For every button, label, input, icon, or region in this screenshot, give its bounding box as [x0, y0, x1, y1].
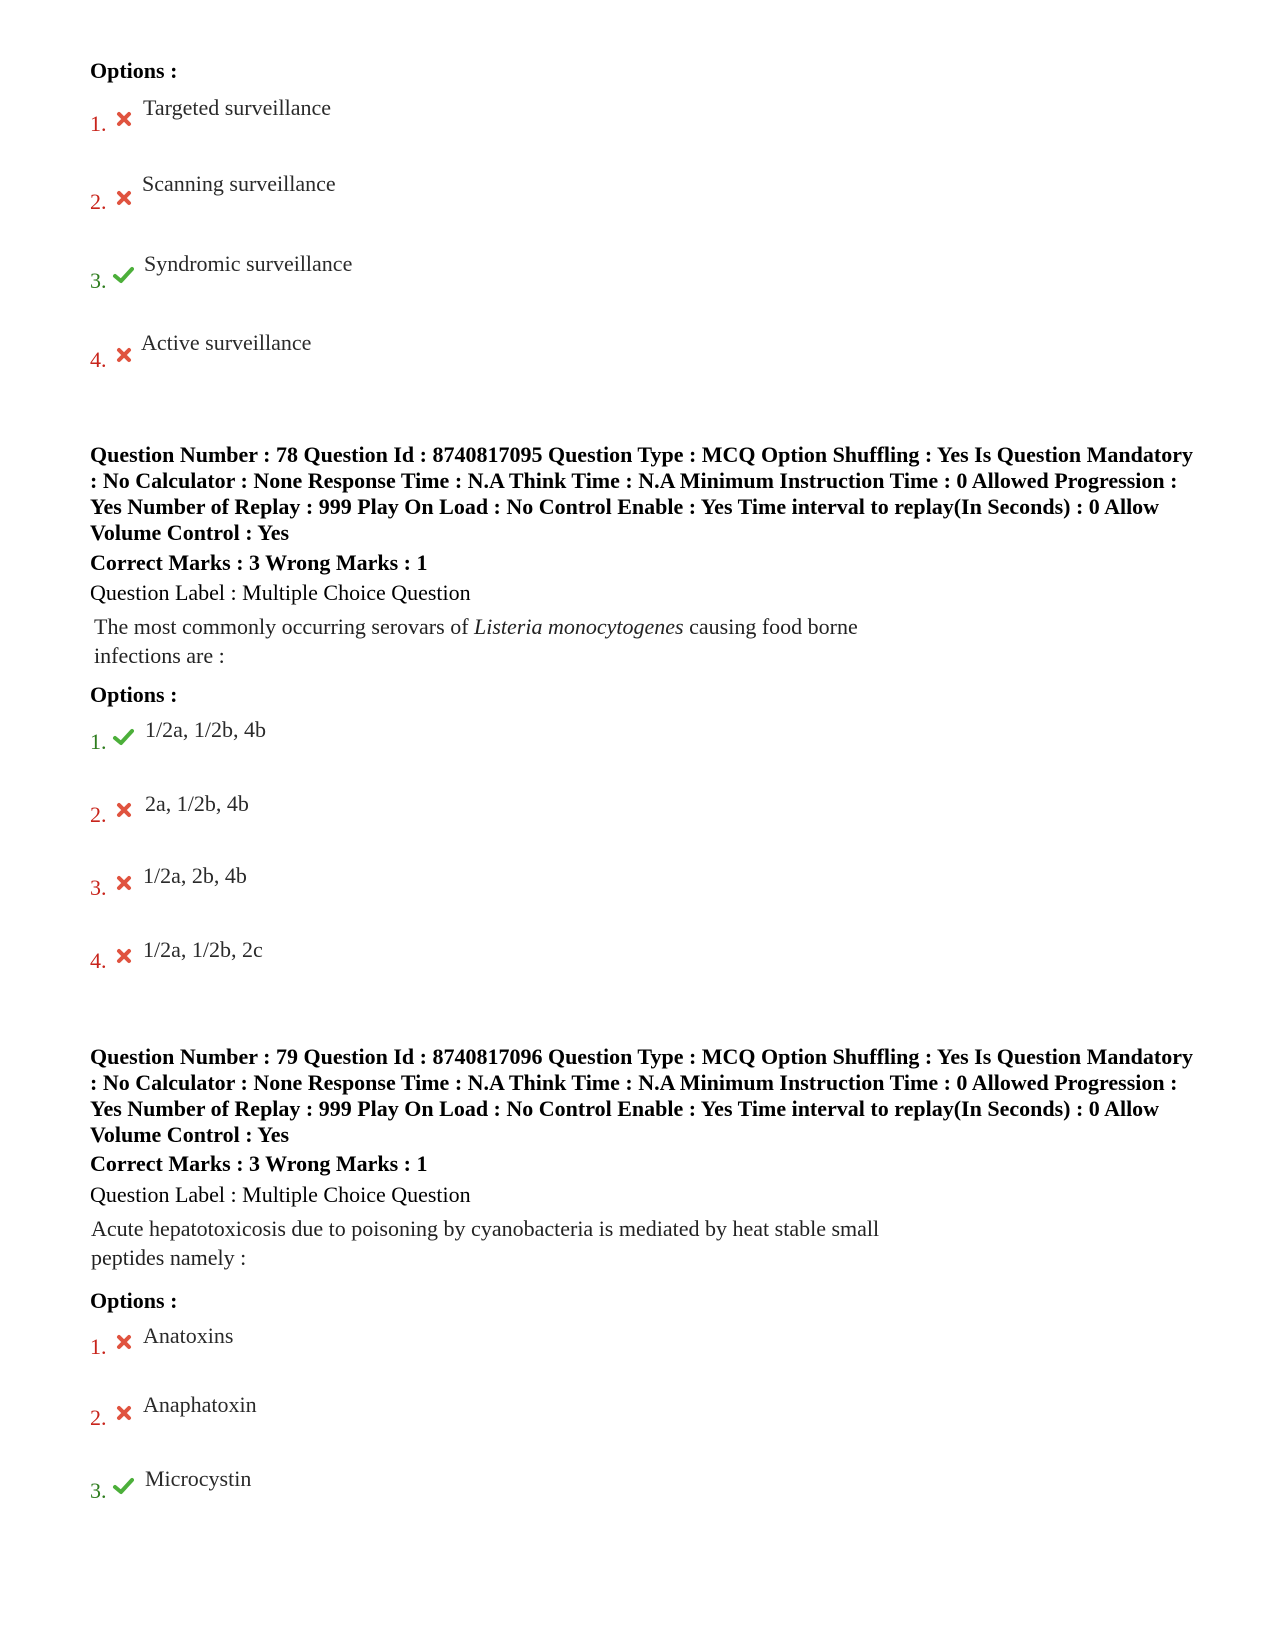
cross-icon: [115, 947, 133, 965]
option-number: 3.: [90, 875, 107, 900]
option-item: [90, 792, 690, 848]
question-meta: Question Number : 78 Question Id : 8740817095 Question Type : MCQ Option Shuffling : Yes Is Question Mandatory : No Calculator : None Response Time : N.A Think Time : N.A Minimum Instruction Time : 0 Allowed Progression : Yes Number of Replay : 999 Play On Load : No Control Enable : Yes Time interval to replay(In Seconds) : 0 Allow Volume Control : Yes: [90, 442, 1193, 545]
cross-icon: [115, 1404, 133, 1422]
cross-icon: [115, 346, 133, 364]
option-text: 1/2a, 1/2b, 4b: [145, 717, 266, 742]
question-text-part: causing food borne: [683, 614, 858, 639]
options-heading: Options :: [90, 58, 178, 83]
option-text: Active surveillance: [141, 330, 312, 355]
cross-icon: [115, 110, 133, 128]
option-text: 2a, 1/2b, 4b: [145, 791, 249, 816]
option-number: 2.: [90, 189, 107, 214]
question-text-part: infections are :: [94, 643, 225, 668]
option-text: Scanning surveillance: [142, 171, 336, 196]
question-text-part: peptides namely :: [91, 1245, 247, 1270]
question-text: [91, 1214, 911, 1272]
option-item: [90, 252, 690, 308]
option-number: 1.: [90, 729, 107, 754]
option-item: [90, 172, 690, 228]
option-item: [90, 96, 690, 152]
question-label: Question Label : Multiple Choice Question: [90, 1182, 471, 1207]
option-number: 4.: [90, 347, 107, 372]
question-meta: Question Number : 79 Question Id : 8740817096 Question Type : MCQ Option Shuffling : Yes Is Question Mandatory : No Calculator : None Response Time : N.A Think Time : N.A Minimum Instruction Time : 0 Allowed Progression : Yes Number of Replay : 999 Play On Load : No Control Enable : Yes Time interval to replay(In Seconds) : 0 Allow Volume Control : Yes: [90, 1044, 1193, 1147]
cross-icon: [115, 801, 133, 819]
option-item: [90, 938, 690, 994]
option-text: Anatoxins: [143, 1323, 234, 1348]
option-item: [90, 1467, 690, 1523]
question-text-part: The most commonly occurring serovars of: [94, 614, 475, 639]
option-item: [90, 1393, 690, 1449]
check-icon: [112, 266, 134, 284]
option-item: [90, 864, 690, 920]
question-marks: Correct Marks : 3 Wrong Marks : 1: [90, 550, 428, 575]
option-text: Microcystin: [145, 1466, 252, 1491]
check-icon: [112, 1477, 134, 1495]
option-number: 2.: [90, 802, 107, 827]
option-text: Targeted surveillance: [143, 95, 332, 120]
option-text: 1/2a, 2b, 4b: [143, 863, 247, 888]
option-number: 1.: [90, 111, 107, 136]
options-heading: Options :: [90, 1288, 178, 1313]
option-number: 2.: [90, 1405, 107, 1430]
cross-icon: [115, 1333, 133, 1351]
cross-icon: [115, 189, 133, 207]
option-text: 1/2a, 1/2b, 2c: [143, 937, 263, 962]
cross-icon: [115, 874, 133, 892]
check-icon: [112, 728, 134, 746]
question-text-part: Acute hepatotoxicosis due to poisoning by cyanobacteria is mediated by heat stable small: [91, 1216, 880, 1241]
option-item: [90, 718, 690, 774]
option-number: 3.: [90, 1478, 107, 1503]
organism-name: Listeria monocytogenes: [474, 614, 684, 639]
option-number: 4.: [90, 948, 107, 973]
question-text: [94, 612, 914, 670]
options-heading: Options :: [90, 682, 178, 707]
option-number: 1.: [90, 1334, 107, 1359]
option-text: Syndromic surveillance: [144, 251, 353, 276]
option-text: Anaphatoxin: [143, 1392, 257, 1417]
option-item: [90, 331, 690, 387]
option-number: 3.: [90, 268, 107, 293]
option-item: [90, 1324, 690, 1380]
question-label: Question Label : Multiple Choice Question: [90, 580, 471, 605]
question-marks: Correct Marks : 3 Wrong Marks : 1: [90, 1151, 428, 1176]
